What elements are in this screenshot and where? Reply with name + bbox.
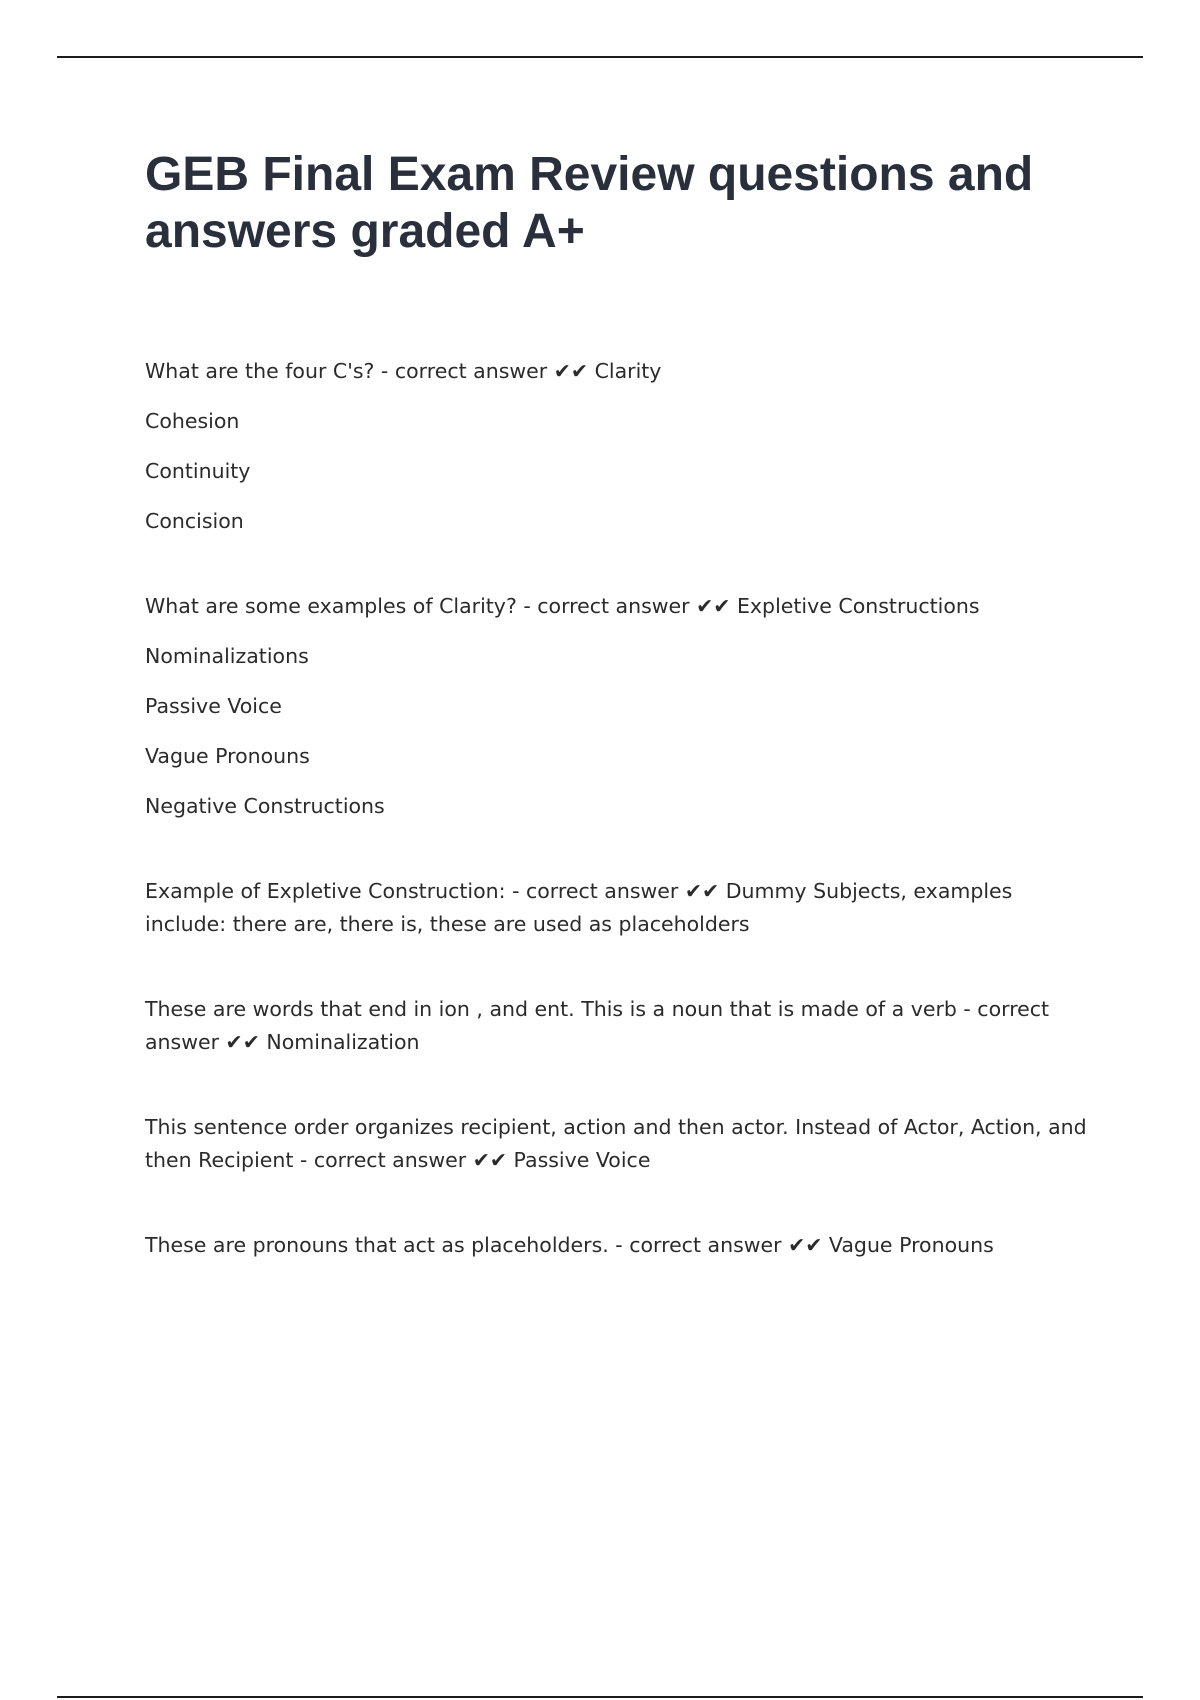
- qa-question: What are the four C's? - correct answer ✔✔ Clarity: [145, 359, 662, 383]
- qa-block-nominalization: [145, 993, 1095, 1059]
- qa-question: Example of Expletive Construction: - correct answer ✔✔ Dummy Subjects, examples include: there are, there is, these are used as placeholders: [145, 879, 1013, 936]
- bottom-divider: [57, 1696, 1143, 1698]
- qa-block-vague-pronouns: [145, 1229, 1095, 1262]
- qa-block-clarity-examples: [145, 590, 1095, 823]
- qa-question: These are pronouns that act as placeholders. - correct answer ✔✔ Vague Pronouns: [145, 1233, 994, 1257]
- qa-content: [145, 355, 1095, 1314]
- qa-question: These are words that end in ion , and ent. This is a noun that is made of a verb - correct answer ✔✔ Nominalization: [145, 997, 1050, 1054]
- qa-answer-line: Concision: [145, 509, 244, 533]
- qa-question: This sentence order organizes recipient, action and then actor. Instead of Actor, Action, and then Recipient - correct answer ✔✔ Passive Voice: [145, 1115, 1087, 1172]
- qa-answer-line: Vague Pronouns: [145, 744, 310, 768]
- qa-answer-line: Nominalizations: [145, 644, 309, 668]
- qa-answer-line: Continuity: [145, 459, 251, 483]
- qa-answer-line: Passive Voice: [145, 694, 282, 718]
- qa-answer-line: Negative Constructions: [145, 794, 385, 818]
- top-divider: [57, 56, 1143, 58]
- qa-question: What are some examples of Clarity? - correct answer ✔✔ Expletive Constructions: [145, 594, 980, 618]
- qa-block-four-cs: [145, 355, 1095, 538]
- qa-block-passive-voice: [145, 1111, 1095, 1177]
- document-title: GEB Final Exam Review questions and answers graded A+: [145, 148, 1034, 258]
- qa-block-expletive-construction: [145, 875, 1095, 941]
- qa-answer-line: Cohesion: [145, 409, 240, 433]
